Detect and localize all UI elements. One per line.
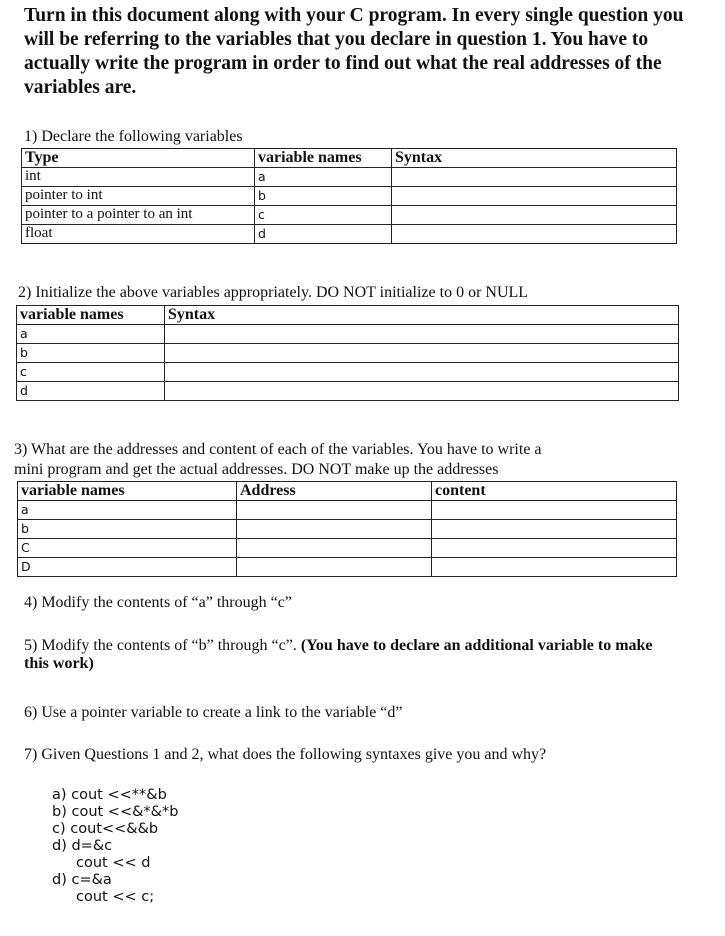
content-cell[interactable] xyxy=(432,558,677,577)
varname-cell: b xyxy=(255,187,392,206)
q7-option-d2-cont: cout << c; xyxy=(76,889,155,905)
syntax-cell[interactable] xyxy=(165,382,679,401)
q2-table xyxy=(16,305,679,401)
q1-header-type: Type xyxy=(22,149,255,168)
varname-cell: a xyxy=(255,168,392,187)
q3-header-content: content xyxy=(432,482,677,501)
varname-cell: C xyxy=(18,539,237,558)
syntax-cell[interactable] xyxy=(165,344,679,363)
varname-cell: a xyxy=(17,325,165,344)
address-cell[interactable] xyxy=(237,501,432,520)
varname-cell: D xyxy=(18,558,237,577)
intro-paragraph: Turn in this document along with your C program. In every single question you will be referring to the variables that you declare in question 1. You have to actually write the program in order to find out what the real addresses of the variables are. xyxy=(24,5,684,98)
table-row xyxy=(17,344,679,363)
table-row xyxy=(18,520,677,539)
q6-text: 6) Use a pointer variable to create a link to the variable “d” xyxy=(24,704,403,721)
address-cell[interactable] xyxy=(237,558,432,577)
q2-prompt: 2) Initialize the above variables appropriately. DO NOT initialize to 0 or NULL xyxy=(18,284,529,301)
address-cell[interactable] xyxy=(237,539,432,558)
varname-cell: b xyxy=(18,520,237,539)
varname-cell: a xyxy=(18,501,237,520)
syntax-cell[interactable] xyxy=(392,206,677,225)
content-cell[interactable] xyxy=(432,539,677,558)
q1-table xyxy=(21,148,677,244)
table-row xyxy=(22,206,677,225)
syntax-cell[interactable] xyxy=(392,168,677,187)
address-cell[interactable] xyxy=(237,520,432,539)
q4-text: 4) Modify the contents of “a” through “c” xyxy=(24,594,292,611)
table-row xyxy=(22,168,677,187)
q3-prompt-line2: mini program and get the actual addresses. DO NOT make up the addresses xyxy=(14,461,499,478)
q5-text-bold: (You have to declare an additional variable to make this work) xyxy=(24,637,653,672)
content-cell[interactable] xyxy=(432,520,677,539)
q7-option-c: c) cout<<&&b xyxy=(52,821,159,837)
table-row xyxy=(18,558,677,577)
varname-cell: c xyxy=(255,206,392,225)
type-cell: pointer to a pointer to an int xyxy=(22,206,255,225)
q5-text xyxy=(24,637,664,673)
varname-cell: c xyxy=(17,363,165,382)
table-row xyxy=(17,363,679,382)
q5-text-plain: 5) Modify the contents of “b” through “c”. xyxy=(24,637,301,654)
q2-header-syntax: Syntax xyxy=(165,306,679,325)
q1-prompt: 1) Declare the following variables xyxy=(24,128,243,145)
q1-header-row xyxy=(22,149,677,168)
q2-header-row xyxy=(17,306,679,325)
q3-prompt-line1: 3) What are the addresses and content of each of the variables. You have to write a xyxy=(14,441,542,458)
syntax-cell[interactable] xyxy=(392,187,677,206)
q7-options xyxy=(52,787,178,906)
q1-header-varnames: variable names xyxy=(255,149,392,168)
varname-cell: d xyxy=(255,225,392,244)
q7-option-d1-cont: cout << d xyxy=(76,855,151,871)
q3-header-row xyxy=(18,482,677,501)
table-row xyxy=(22,225,677,244)
type-cell: int xyxy=(22,168,255,187)
table-row xyxy=(17,325,679,344)
syntax-cell[interactable] xyxy=(165,325,679,344)
q7-option-d2: d) c=&a xyxy=(52,872,112,888)
type-cell: float xyxy=(22,225,255,244)
type-cell: pointer to int xyxy=(22,187,255,206)
q7-option-a: a) cout <<**&b xyxy=(52,787,167,803)
q3-table xyxy=(17,481,677,577)
varname-cell: b xyxy=(17,344,165,363)
table-row xyxy=(18,501,677,520)
table-row xyxy=(22,187,677,206)
q3-header-address: Address xyxy=(237,482,432,501)
q2-header-varnames: variable names xyxy=(17,306,165,325)
q7-option-d1: d) d=&c xyxy=(52,838,113,854)
table-row xyxy=(18,539,677,558)
q1-header-syntax: Syntax xyxy=(392,149,677,168)
table-row xyxy=(17,382,679,401)
q7-option-b: b) cout <<&*&*b xyxy=(52,804,179,820)
content-cell[interactable] xyxy=(432,501,677,520)
syntax-cell[interactable] xyxy=(165,363,679,382)
q7-prompt: 7) Given Questions 1 and 2, what does the following syntaxes give you and why? xyxy=(24,746,547,763)
varname-cell: d xyxy=(17,382,165,401)
q3-header-varnames: variable names xyxy=(18,482,237,501)
syntax-cell[interactable] xyxy=(392,225,677,244)
